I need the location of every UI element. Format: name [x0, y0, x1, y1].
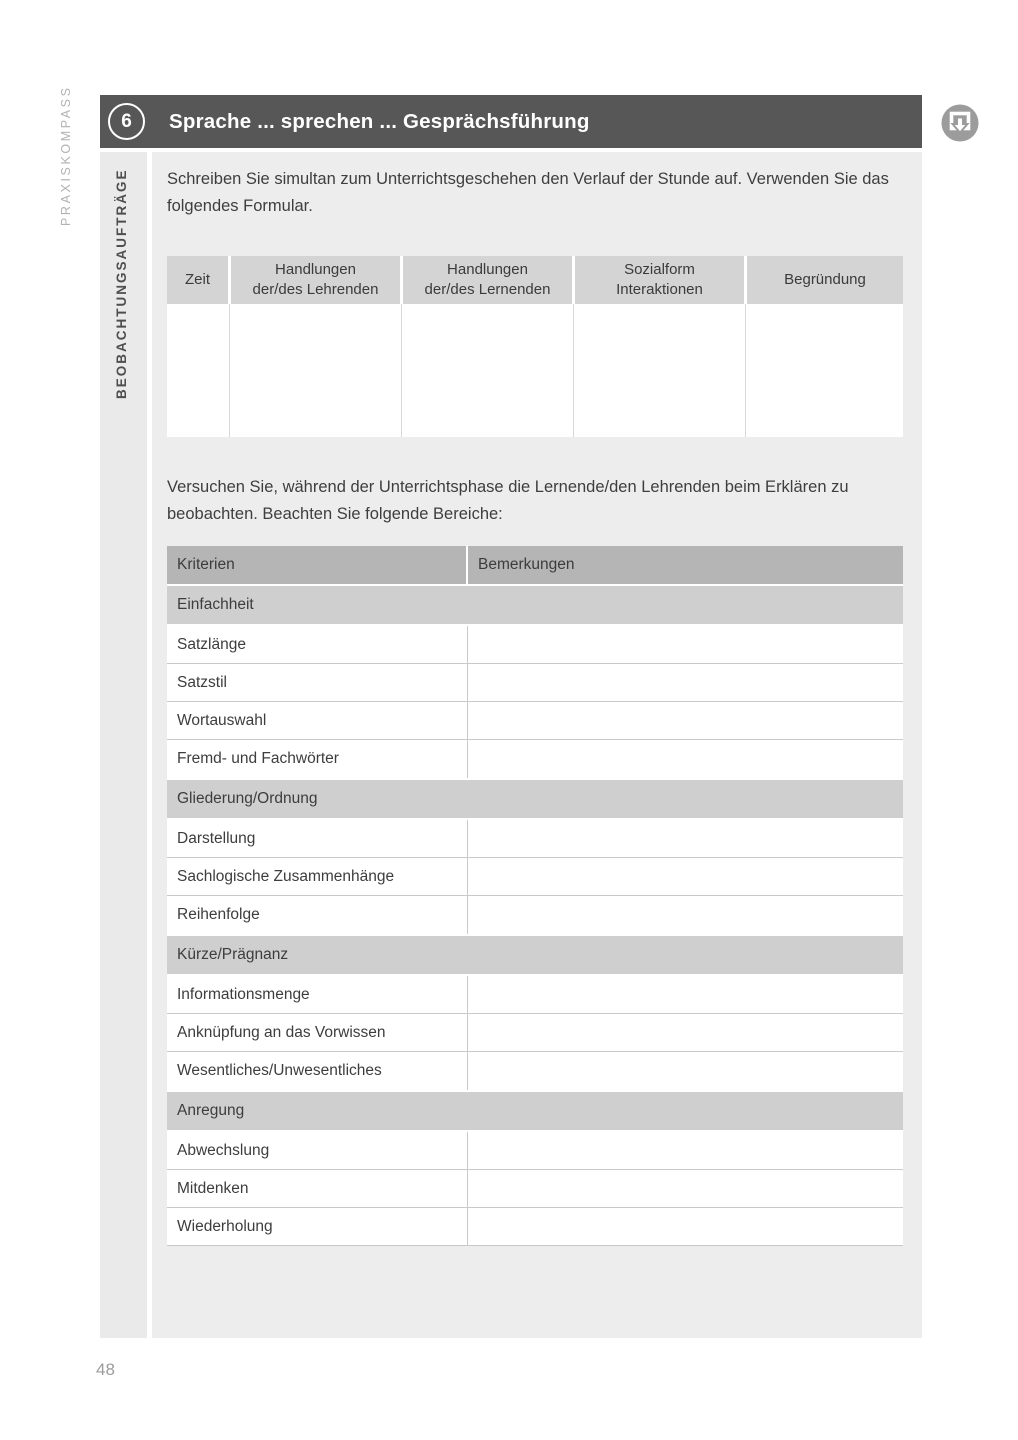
observation-column-header: Zeit: [167, 256, 228, 304]
criteria-label: Satzlänge: [177, 636, 246, 653]
chapter-title: Sprache ... sprechen ... Gesprächsführung: [169, 109, 590, 133]
criteria-label: Wortauswahl: [177, 712, 267, 729]
criteria-item-row: [167, 896, 903, 934]
criteria-item-row: [167, 1170, 903, 1208]
criteria-item-row: [167, 1052, 903, 1090]
content-area: [152, 152, 922, 1338]
criteria-label: Abwechslung: [177, 1142, 270, 1159]
criteria-note-cell: [467, 820, 903, 857]
column-divider: [229, 304, 230, 437]
criteria-label: Darstellung: [177, 830, 256, 847]
criteria-item-row: [167, 820, 903, 858]
chapter-number: 6: [121, 110, 132, 132]
criteria-note-cell: [467, 740, 903, 778]
criteria-note-cell: [467, 896, 903, 934]
observation-column-header: Handlungen der/des Lehrenden: [231, 256, 400, 304]
criteria-table-header-row: [167, 546, 903, 584]
criteria-label: Fremd- und Fachwörter: [177, 750, 339, 767]
criteria-note-cell: [467, 626, 903, 663]
criteria-item-row: [167, 858, 903, 896]
criteria-label: Wiederholung: [177, 1218, 273, 1235]
criteria-column-header: Bemerkungen: [468, 546, 903, 584]
criteria-item-row: [167, 1132, 903, 1170]
criteria-item-row: [167, 976, 903, 1014]
criteria-section-row: Gliederung/Ordnung: [167, 780, 903, 818]
criteria-section-row: Anregung: [167, 1092, 903, 1130]
chapter-header-bar: [100, 95, 922, 148]
observation-column-header: Sozialform Interaktionen: [575, 256, 744, 304]
criteria-note-cell: [467, 1208, 903, 1245]
criteria-label: Wesentliches/Unwesentliches: [177, 1062, 382, 1079]
page-number: 48: [96, 1360, 115, 1379]
observation-table-header-row: [167, 256, 903, 304]
observation-column-header: Handlungen der/des Lernenden: [403, 256, 572, 304]
criteria-item-row: [167, 664, 903, 702]
chapter-number-badge: [108, 103, 145, 140]
intro-paragraph-1: Schreiben Sie simultan zum Unterrichtsgeschehen den Verlauf der Stunde auf. Verwenden Sie das folgendes Formular.: [167, 170, 889, 215]
download-icon[interactable]: [941, 104, 979, 142]
criteria-item-row: [167, 626, 903, 664]
observation-column-header: Begründung: [747, 256, 903, 304]
criteria-item-row: [167, 1208, 903, 1246]
criteria-note-cell: [467, 858, 903, 895]
criteria-section-row: Kürze/Prägnanz: [167, 936, 903, 974]
section-sidebar-label: BEOBACHTUNGSAUFTRÄGE: [114, 168, 129, 399]
criteria-item-row: [167, 740, 903, 778]
criteria-label: Reihenfolge: [177, 906, 260, 923]
criteria-label: Anknüpfung an das Vorwissen: [177, 1024, 386, 1041]
criteria-label: Informationsmenge: [177, 986, 310, 1003]
criteria-note-cell: [467, 1170, 903, 1207]
criteria-label: Mitdenken: [177, 1180, 249, 1197]
criteria-note-cell: [467, 1052, 903, 1090]
praxiskompass-spine-label: PRAXISKOMPASS: [59, 85, 73, 226]
criteria-note-cell: [467, 1014, 903, 1051]
column-divider: [401, 304, 402, 437]
criteria-note-cell: [467, 664, 903, 701]
criteria-column-header: Kriterien: [167, 546, 466, 584]
criteria-item-row: [167, 1014, 903, 1052]
criteria-section-row: Einfachheit: [167, 586, 903, 624]
column-divider: [573, 304, 574, 437]
criteria-label: Satzstil: [177, 674, 227, 691]
intro-paragraph-2: Versuchen Sie, während der Unterrichtsphase die Lernende/den Lehrenden beim Erklären zu beobachten. Beachten Sie folgende Bereiche:: [167, 478, 849, 523]
criteria-note-cell: [467, 1132, 903, 1169]
criteria-table: [167, 546, 903, 1246]
observation-table: [167, 256, 903, 437]
criteria-note-cell: [467, 702, 903, 739]
column-divider: [745, 304, 746, 437]
criteria-item-row: [167, 702, 903, 740]
criteria-note-cell: [467, 976, 903, 1013]
observation-table-body: [167, 304, 903, 437]
criteria-label: Sachlogische Zusammenhänge: [177, 868, 395, 885]
